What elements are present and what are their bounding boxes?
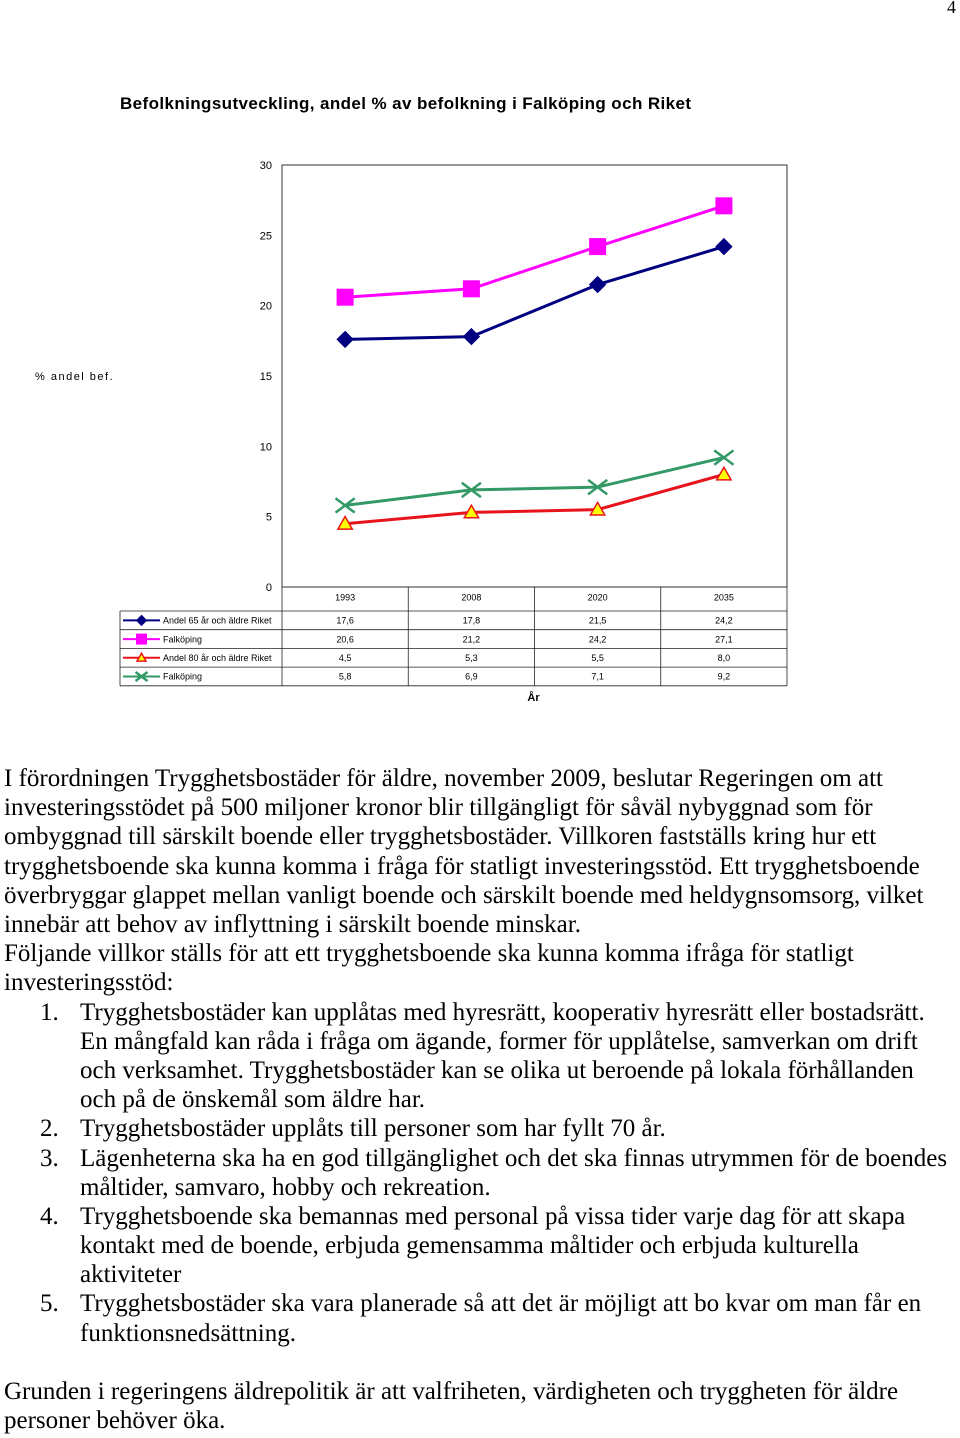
category-label: 2020 [587, 592, 608, 603]
legend-label: Falköping [163, 671, 203, 682]
y-tick-label: 20 [259, 300, 272, 313]
list-number: 4. [40, 1202, 59, 1230]
y-tick-label: 25 [259, 230, 272, 243]
y-tick-label: 0 [265, 582, 272, 594]
table-value: 21,5 [588, 615, 607, 626]
category-label: 2008 [461, 592, 482, 603]
legend-marker [137, 634, 147, 644]
y-tick-label: 5 [265, 511, 272, 524]
list-number: 1. [40, 998, 59, 1026]
body-line: innebär att behov av inflyttning i särskilt boende minskar. [4, 910, 581, 938]
body-line: investeringsstödet på 500 miljoner kronor blir tillgängligt för såväl nybyggnad som för [4, 794, 873, 822]
chart-title: Befolkningsutveckling, andel % av befolkning i Falköping och Riket [120, 94, 692, 113]
list-item-5 [40, 1289, 947, 1347]
list-item-3 [40, 1144, 948, 1202]
legend-label: Falköping [163, 634, 203, 645]
list-item-line: funktionsnedsättning. [80, 1319, 296, 1347]
series-2-marker [590, 239, 606, 255]
table-value: 5,8 [338, 671, 352, 682]
body-line: Grunden i regeringens äldrepolitik är att valfriheten, värdigheten och tryggheten för äldre [4, 1378, 899, 1405]
legend-label: Andel 65 år och äldre Riket [163, 615, 272, 626]
list-item-line: aktiviteter [80, 1261, 182, 1289]
table-value: 8,0 [717, 653, 731, 663]
list-number: 2. [40, 1115, 59, 1143]
body-line: investeringsstöd: [4, 969, 174, 997]
body-line: I förordningen Trygghetsbostäder för äldre, november 2009, beslutar Regeringen om att [4, 765, 883, 792]
body-line: personer behöver öka. [4, 1407, 226, 1435]
closing-paragraph [4, 1377, 898, 1435]
page-number: 4 [947, 0, 956, 17]
data-table [120, 587, 787, 686]
x-axis-title: År [527, 692, 540, 704]
list-number: 5. [40, 1290, 59, 1318]
series-2-marker [716, 198, 732, 214]
list-item-line: Trygghetsbostäder kan upplåtas med hyresrätt, kooperativ hyresrätt eller bostadsrätt. [80, 998, 925, 1026]
table-value: 7,1 [591, 671, 604, 682]
series-2-marker [337, 289, 353, 305]
body-line: trygghetsboende ska kunna komma i fråga för statligt investeringsstöd. Ett trygghetsboende [4, 852, 920, 880]
list-item-line: och verksamhet. Trygghetsbostäder kan se olika ut beroende på lokala förhållanden [80, 1056, 914, 1084]
body-line: överbryggar glappet mellan vanligt boende och särskilt boende med heldygnsomsorg, vilket [4, 881, 924, 909]
list-item-line: Trygghetsboende ska bemannas med personal på vissa tider varje dag för att skapa [80, 1202, 906, 1230]
table-value: 4,5 [338, 653, 352, 663]
table-value: 17,6 [336, 615, 354, 626]
y-axis [260, 160, 272, 594]
y-tick-label: 10 [259, 441, 272, 454]
table-value: 5,5 [591, 653, 604, 663]
list-item-1 [40, 998, 947, 1115]
list-item-2 [40, 1114, 947, 1143]
table-value: 6,9 [465, 671, 478, 682]
category-label: 1993 [335, 592, 356, 603]
series-2-marker [463, 281, 479, 297]
table-value: 24,2 [588, 634, 607, 645]
body-line: ombyggnad till särskilt boende eller trygghetsbostäder. Villkoren fastställs kring hur ett [4, 823, 877, 851]
table-value: 27,1 [715, 634, 733, 645]
table-value: 5,3 [465, 653, 478, 663]
list-item-line: och på de önskemål som äldre har. [80, 1086, 426, 1114]
intro-paragraphs [4, 764, 923, 998]
list-item-line: Lägenheterna ska ha en god tillgänglighet och det ska finnas utrymmen för de boendes [80, 1144, 948, 1172]
list-item-line: Trygghetsbostäder upplåts till personer som har fyllt 70 år. [80, 1115, 666, 1143]
table-value: 20,6 [336, 634, 354, 645]
list-item-line: Trygghetsbostäder ska vara planerade så att det är möjligt att bo kvar om man får en [80, 1290, 922, 1318]
list-item-line: En mångfald kan råda i fråga om ägande, former för upplåtelse, samverkan om drift [80, 1027, 918, 1055]
list-item-line: måltider, samvaro, hobby och rekreation. [80, 1173, 491, 1201]
table-value: 24,2 [715, 615, 733, 626]
body-line: Följande villkor ställs för att ett trygghetsboende ska kunna komma ifråga för statligt [4, 940, 854, 968]
list-number: 3. [40, 1144, 59, 1172]
list-item-line: kontakt med de boende, erbjuda gemensamma måltider och erbjuda kulturella [80, 1232, 859, 1260]
y-tick-label: 15 [259, 371, 272, 383]
table-value: 9,2 [717, 671, 731, 682]
table-value: 21,2 [462, 634, 481, 645]
table-value: 17,8 [462, 615, 481, 626]
legend-marker [137, 615, 147, 625]
requirements-list [40, 998, 948, 1348]
list-item-4 [40, 1202, 947, 1290]
category-label: 2035 [713, 592, 734, 603]
y-tick-label: 30 [259, 160, 272, 172]
legend-label: Andel 80 år och äldre Riket [163, 653, 272, 663]
y-axis-title: % andel bef. [35, 371, 115, 383]
